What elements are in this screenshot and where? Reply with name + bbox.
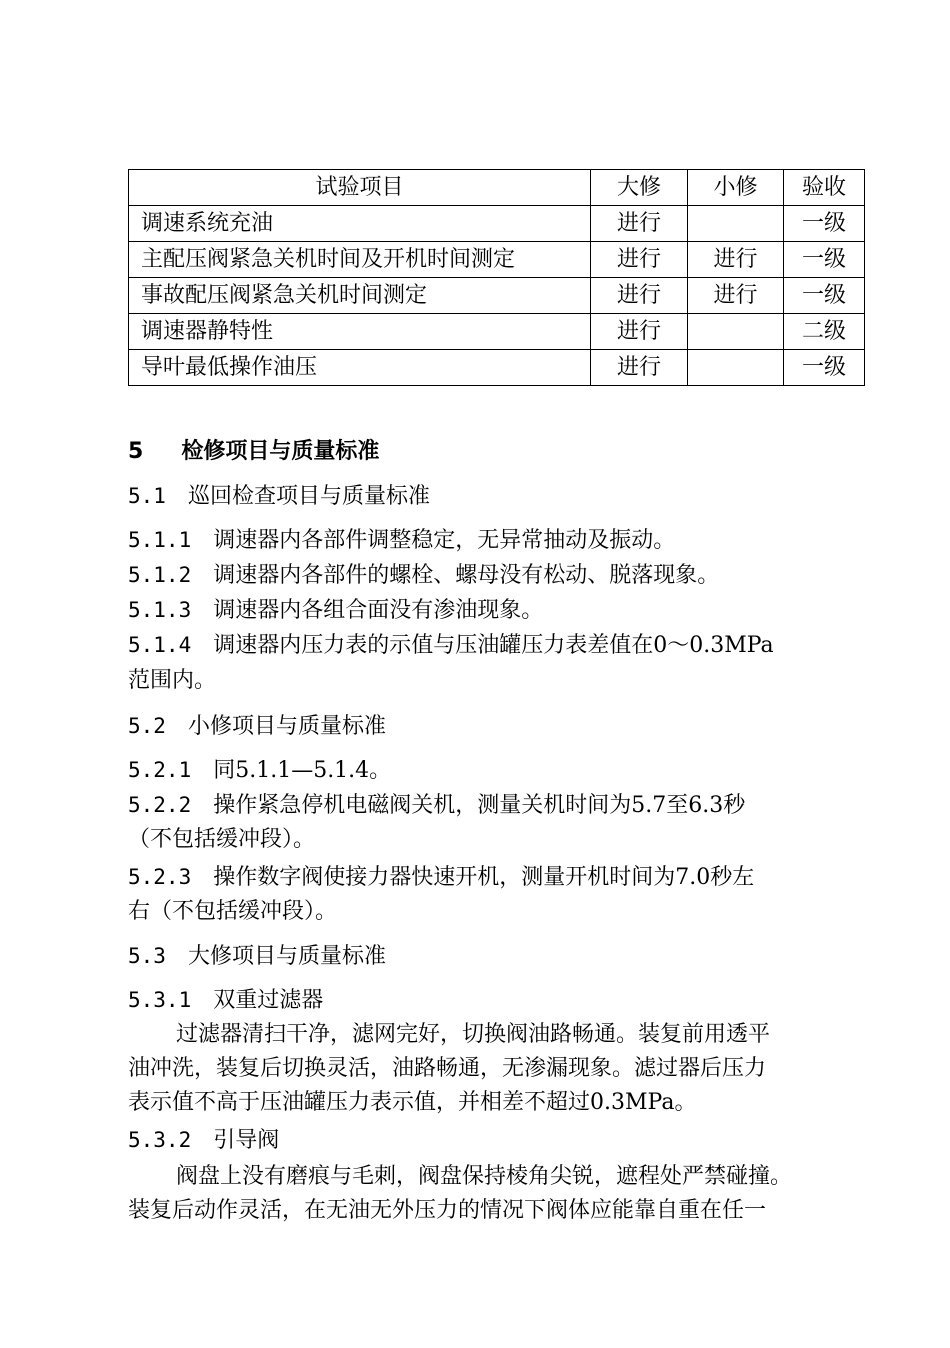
cell-major: 进行 — [591, 278, 688, 314]
section-number: 5.2 — [128, 714, 166, 738]
section-number: 5 — [128, 439, 144, 464]
cell-minor: 进行 — [688, 242, 784, 278]
paragraph-line: 表示值不高于压油罐压力表示值，并相差不超过0.3MPa。 — [128, 1090, 697, 1115]
item-5-1-4-continued: 范围内。 — [128, 668, 217, 693]
section-5-heading — [128, 437, 379, 467]
item-title: 引导阀 — [213, 1128, 280, 1153]
table-row — [129, 242, 865, 278]
cell-minor — [688, 206, 784, 242]
header-minor-repair: 小修 — [688, 170, 784, 206]
section-title: 大修项目与质量标准 — [187, 944, 386, 969]
paragraph-line: 阀盘上没有磨痕与毛刺，阀盘保持棱角尖锐，遮程处严禁碰撞。 — [176, 1164, 793, 1189]
item-number: 5.3.2 — [128, 1128, 192, 1152]
item-5-2-3-continued: 右（不包括缓冲段）。 — [128, 899, 338, 924]
cell-acceptance: 二级 — [784, 314, 865, 350]
item-number: 5.1.2 — [128, 563, 192, 587]
cell-minor — [688, 314, 784, 350]
item-number: 5.1.1 — [128, 528, 192, 552]
item-number: 5.2.3 — [128, 865, 192, 889]
header-acceptance: 验收 — [784, 170, 865, 206]
item-text: 调速器内压力表的示值与压油罐压力表差值在0～0.3MPa — [213, 633, 774, 658]
cell-minor: 进行 — [688, 278, 784, 314]
section-5-1-heading — [128, 481, 430, 512]
cell-major: 进行 — [591, 206, 688, 242]
cell-item: 调速器静特性 — [129, 314, 591, 350]
item-title: 双重过滤器 — [213, 988, 324, 1013]
item-5-2-2-continued: （不包括缓冲段）。 — [128, 827, 316, 852]
cell-acceptance: 一级 — [784, 206, 865, 242]
cell-major: 进行 — [591, 350, 688, 386]
cell-item: 调速系统充油 — [129, 206, 591, 242]
header-test-item: 试验项目 — [129, 170, 591, 206]
item-5-3-2-paragraph — [128, 1160, 848, 1228]
item-5-2-3 — [128, 862, 754, 893]
section-number: 5.1 — [128, 484, 166, 508]
section-title: 巡回检查项目与质量标准 — [187, 484, 430, 509]
paragraph-line: 过滤器清扫干净，滤网完好，切换阀油路畅通。装复前用透平 — [176, 1022, 771, 1047]
cell-acceptance: 一级 — [784, 278, 865, 314]
table-row — [129, 350, 865, 386]
cell-major: 进行 — [591, 242, 688, 278]
item-text: 调速器内各部件调整稳定，无异常抽动及振动。 — [213, 528, 676, 553]
item-number: 5.1.4 — [128, 633, 192, 657]
cell-minor — [688, 350, 784, 386]
item-text: 操作紧急停机电磁阀关机，测量关机时间为5.7至6.3秒 — [213, 793, 746, 818]
table-row — [129, 314, 865, 350]
paragraph-line: 装复后动作灵活，在无油无外压力的情况下阀体应能靠自重在任一 — [128, 1198, 767, 1223]
cell-major: 进行 — [591, 314, 688, 350]
item-text: 操作数字阀使接力器快速开机，测量开机时间为7.0秒左 — [213, 865, 755, 890]
item-5-2-2 — [128, 790, 745, 821]
item-number: 5.1.3 — [128, 598, 192, 622]
section-title: 检修项目与质量标准 — [181, 439, 380, 464]
cell-item: 主配压阀紧急关机时间及开机时间测定 — [129, 242, 591, 278]
table-row — [129, 206, 865, 242]
item-text: 同5.1.1—5.1.4。 — [213, 758, 392, 783]
section-5-3-heading — [128, 941, 386, 972]
table-row — [129, 278, 865, 314]
item-5-1-4 — [128, 630, 774, 661]
item-number: 5.2.1 — [128, 758, 192, 782]
cell-acceptance: 一级 — [784, 242, 865, 278]
item-number: 5.2.2 — [128, 793, 192, 817]
header-major-repair: 大修 — [591, 170, 688, 206]
paragraph-line: 油冲洗，装复后切换灵活，油路畅通，无渗漏现象。滤过器后压力 — [128, 1056, 767, 1081]
item-5-3-1-paragraph — [128, 1018, 848, 1120]
item-5-3-1-heading — [128, 985, 323, 1016]
item-5-1-1 — [128, 525, 675, 556]
section-number: 5.3 — [128, 944, 166, 968]
cell-acceptance: 一级 — [784, 350, 865, 386]
test-items-table — [128, 169, 865, 386]
item-5-2-1 — [128, 755, 391, 786]
item-5-1-2 — [128, 560, 719, 591]
item-5-1-3 — [128, 595, 543, 626]
item-number: 5.3.1 — [128, 988, 192, 1012]
item-text: 调速器内各组合面没有渗油现象。 — [213, 598, 544, 623]
item-text: 调速器内各部件的螺栓、螺母没有松动、脱落现象。 — [213, 563, 720, 588]
table-header-row — [129, 170, 865, 206]
section-5-2-heading — [128, 711, 386, 742]
item-5-3-2-heading — [128, 1125, 279, 1156]
cell-item: 导叶最低操作油压 — [129, 350, 591, 386]
section-title: 小修项目与质量标准 — [187, 714, 386, 739]
cell-item: 事故配压阀紧急关机时间测定 — [129, 278, 591, 314]
